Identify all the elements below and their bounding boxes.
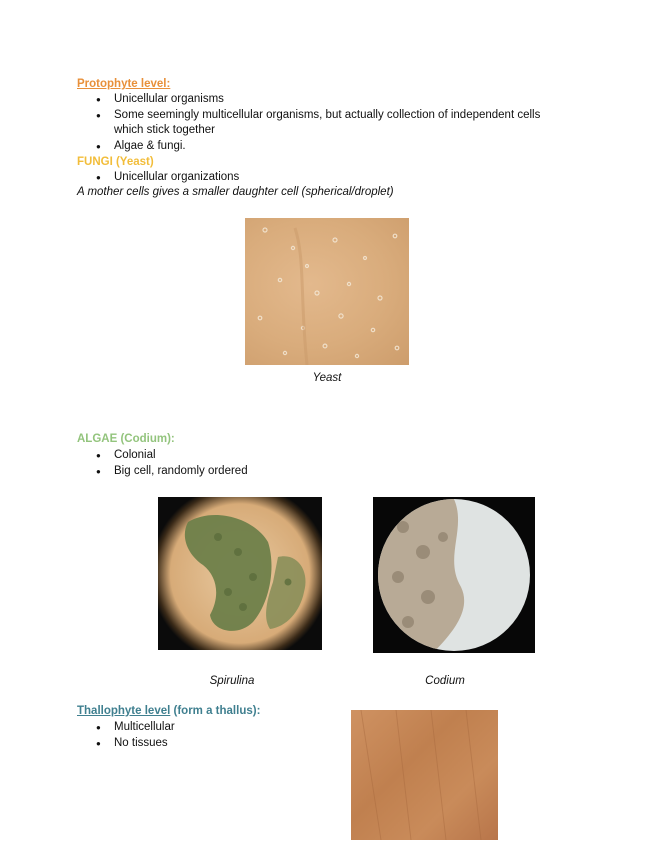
list-item: ● Algae & fungi.: [96, 139, 566, 155]
thallophyte-bullet-list: [96, 720, 336, 751]
protophyte-bullet-list: [96, 92, 566, 154]
list-item: ● Unicellular organisms: [96, 92, 566, 108]
thallophyte-heading: Thallophyte level (form a thallus):: [77, 705, 261, 717]
codium-micrograph: [373, 497, 535, 653]
list-item: ● Colonial: [96, 448, 496, 464]
spirulina-caption: Spirulina: [209, 675, 255, 687]
fungi-bullet-list: [96, 170, 496, 186]
list-item: ● Big cell, randomly ordered: [96, 464, 496, 480]
algae-bullet-list: [96, 448, 496, 479]
spirulina-colony-graphic: [158, 497, 322, 650]
yeast-micrograph: [245, 218, 409, 365]
yeast-caption: Yeast: [312, 372, 342, 384]
list-item: ● Multicellular: [96, 720, 336, 736]
fungi-note: A mother cells gives a smaller daughter cell (spherical/droplet): [77, 186, 394, 198]
protophyte-heading: Protophyte level:: [77, 78, 171, 90]
thallus-texture-graphic: [351, 710, 498, 840]
codium-caption: Codium: [425, 675, 465, 687]
codium-field-graphic: [373, 497, 535, 653]
spirulina-micrograph: [158, 497, 322, 650]
thallus-micrograph: [351, 710, 498, 840]
fungi-heading: FUNGI (Yeast): [77, 156, 154, 168]
yeast-cells-graphic: [245, 218, 409, 365]
list-item: ● Unicellular organizations: [96, 170, 496, 186]
algae-heading: ALGAE (Codium):: [77, 433, 175, 445]
list-item: ● Some seemingly multicellular organisms, but actually collection of independent cells which stick together: [96, 108, 566, 139]
list-item: ● No tissues: [96, 736, 336, 752]
